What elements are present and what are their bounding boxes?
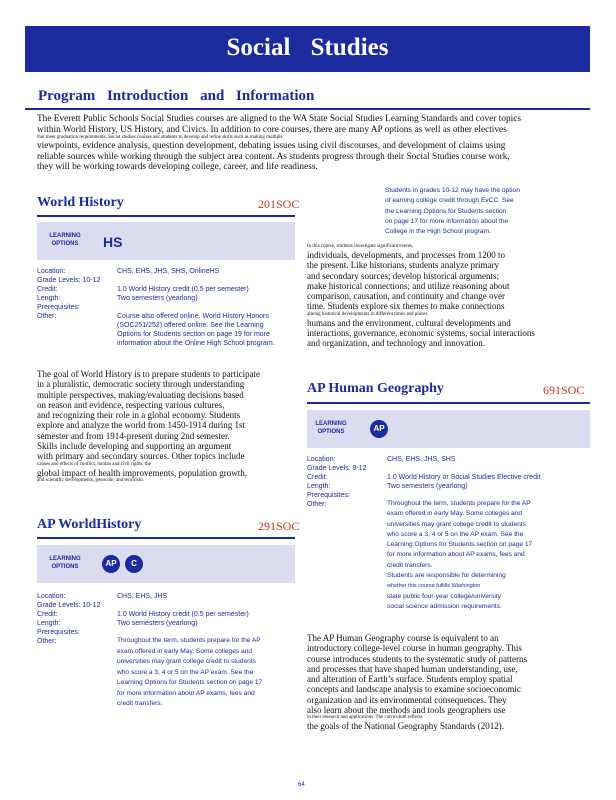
page-number: 64	[298, 782, 305, 788]
ap-icon: AP	[102, 555, 120, 573]
divider	[37, 215, 295, 217]
ap-world-history-code: 291SOC	[258, 519, 300, 533]
world-history-description: The goal of World History is to prepare students to participate in a pluralistic, democratic society through understanding multiple perspectives, making/evaluating decisions based on reason and evidence, respecting various cultures, and recognizing their role in a global economy. Students explore and analyze the world from 1450-1914 during 1st semester and from 1914-present during 2nd semester. Skills include developing and supporting an argument with primary and secondary sources. Other topics include causes and effects of conflict, human and civil rights, the global impact of health improvements, population growth, and scientific developments, genocide, and terrorism.	[37, 369, 261, 483]
intro-heading: Program Introduction and Information	[38, 88, 315, 104]
world-history-code: 201SOC	[258, 197, 300, 211]
learning-options-box	[37, 545, 295, 583]
online-hs-icon: HS	[103, 234, 123, 250]
intro-text: The Everett Public Schools Social Studies courses are aligned to the WA State Social Studies Learning Standards and cover topics within World History, US History, and Civics. In addition to core courses, there are many AP options as well as other electives that meet graduation requirements. Social studies courses ask students to develop and refine skills such as making multiple viewpoints, evidence analysis, question development, debating issues using civil discourses, and development of claims using reliable sources while working through the subject area content. As students progress through their Social Studies course work, they will be working towards developing college, career, and life readiness.	[37, 114, 521, 172]
learning-options-box	[307, 410, 590, 448]
divider	[25, 108, 590, 110]
college-credit-icon: C	[125, 555, 143, 573]
ap-human-geography-other: Throughout the term, students prepare for the AP exam offered in early May. Some colleges and universities may grant college credit to students who score a 3, 4 or 5 on the AP exam. See the Learning Options for Students section on page 17 for more information about AP exams, fees and credit transfers. Students are responsible for determining whether this course fulfills Washington state public four-year college/university social science admission requirements.	[387, 500, 533, 610]
ap-human-geography-details: Location: CHS, EHS, JHS, SHS Grade Levels: 9-12 Credit: 1.0 World History or Social Studies Elective credit Length: Two semesters (yearlong) Prerequisites: Other:	[307, 456, 541, 508]
ap-human-geography-title: AP Human Geography	[307, 381, 444, 396]
world-history-details: Location: CHS, EHS, JHS, SHS, OnlineHS Grade Levels: 10-12 Credit: 1.0 World History credit (0.5 per semester) Length: Two semesters (yearlong) Prerequisites: Other: Course also offered online. World History Honors (SOC251/252) offered online. See the Learning Options for Students section on page 19 for more information about the Online High School program.	[37, 268, 275, 347]
ap-world-history-title: AP WorldHistory	[37, 517, 142, 532]
ap-world-history-other: Throughout the term, students prepare for the AP exam offered in early May. Some colleges and universities may grant college credit to students who score a 3, 4 or 5 on the AP exam. See the Learning Options for Students section on page 17 for more information about AP exams, fees and credit transfers.	[117, 637, 263, 707]
ap-world-history-details: Location: CHS, EHS, JHS Grade Levels: 10-12 Credit: 1.0 World History credit (0.5 per semester) Length: Two semesters (yearlong) Prerequisites: Other:	[37, 593, 249, 645]
header-banner	[25, 26, 590, 72]
divider	[37, 537, 295, 539]
learning-options-label: LEARNING OPTIONS	[315, 421, 347, 435]
ap-icon: AP	[370, 420, 388, 438]
divider	[307, 402, 590, 404]
learning-options-box	[37, 222, 295, 260]
learning-options-label: LEARNING OPTIONS	[49, 233, 81, 247]
learning-options-label: LEARNING OPTIONS	[49, 556, 81, 570]
college-in-high-school-note: Students in grades 10-12 may have the option of earning college credit through EvCC. See the Learning Options for Students section on page 17 for more information about the College in the High School program.	[385, 187, 520, 236]
ap-world-history-description: In this course, students investigate significant events, individuals, developments, and processes from 1200 to the present. Like historians, students analyze primary and secondary sources; develop historical arguments; make historical connections; and utilize reasoning about comparison, causation, and continuity and change over time. Students explore six themes to make connections among historical developments in different times and places: humans and the environment, cultural developments and interactions, governance, economic systems, social interactions and organization, and technology and innovation.	[307, 244, 535, 349]
ap-human-geography-code: 691SOC	[543, 383, 585, 397]
ap-human-geography-description: The AP Human Geography course is equivalent to an introductory college-level course in human geography. This course introduces students to the systematic study of patterns and processes that have shaped human understanding, use, and alteration of Earth’s surface. Students employ spatial concepts and landscape analysis to examine socioeconomic organization and its environmental consequences. They also learn about the methods and tools geographers use in their research and applications. The curriculum reflects the goals of the National Geography Standards (2012).	[307, 633, 527, 732]
world-history-title: World History	[37, 195, 124, 210]
page-title: Social Studies	[226, 34, 389, 61]
